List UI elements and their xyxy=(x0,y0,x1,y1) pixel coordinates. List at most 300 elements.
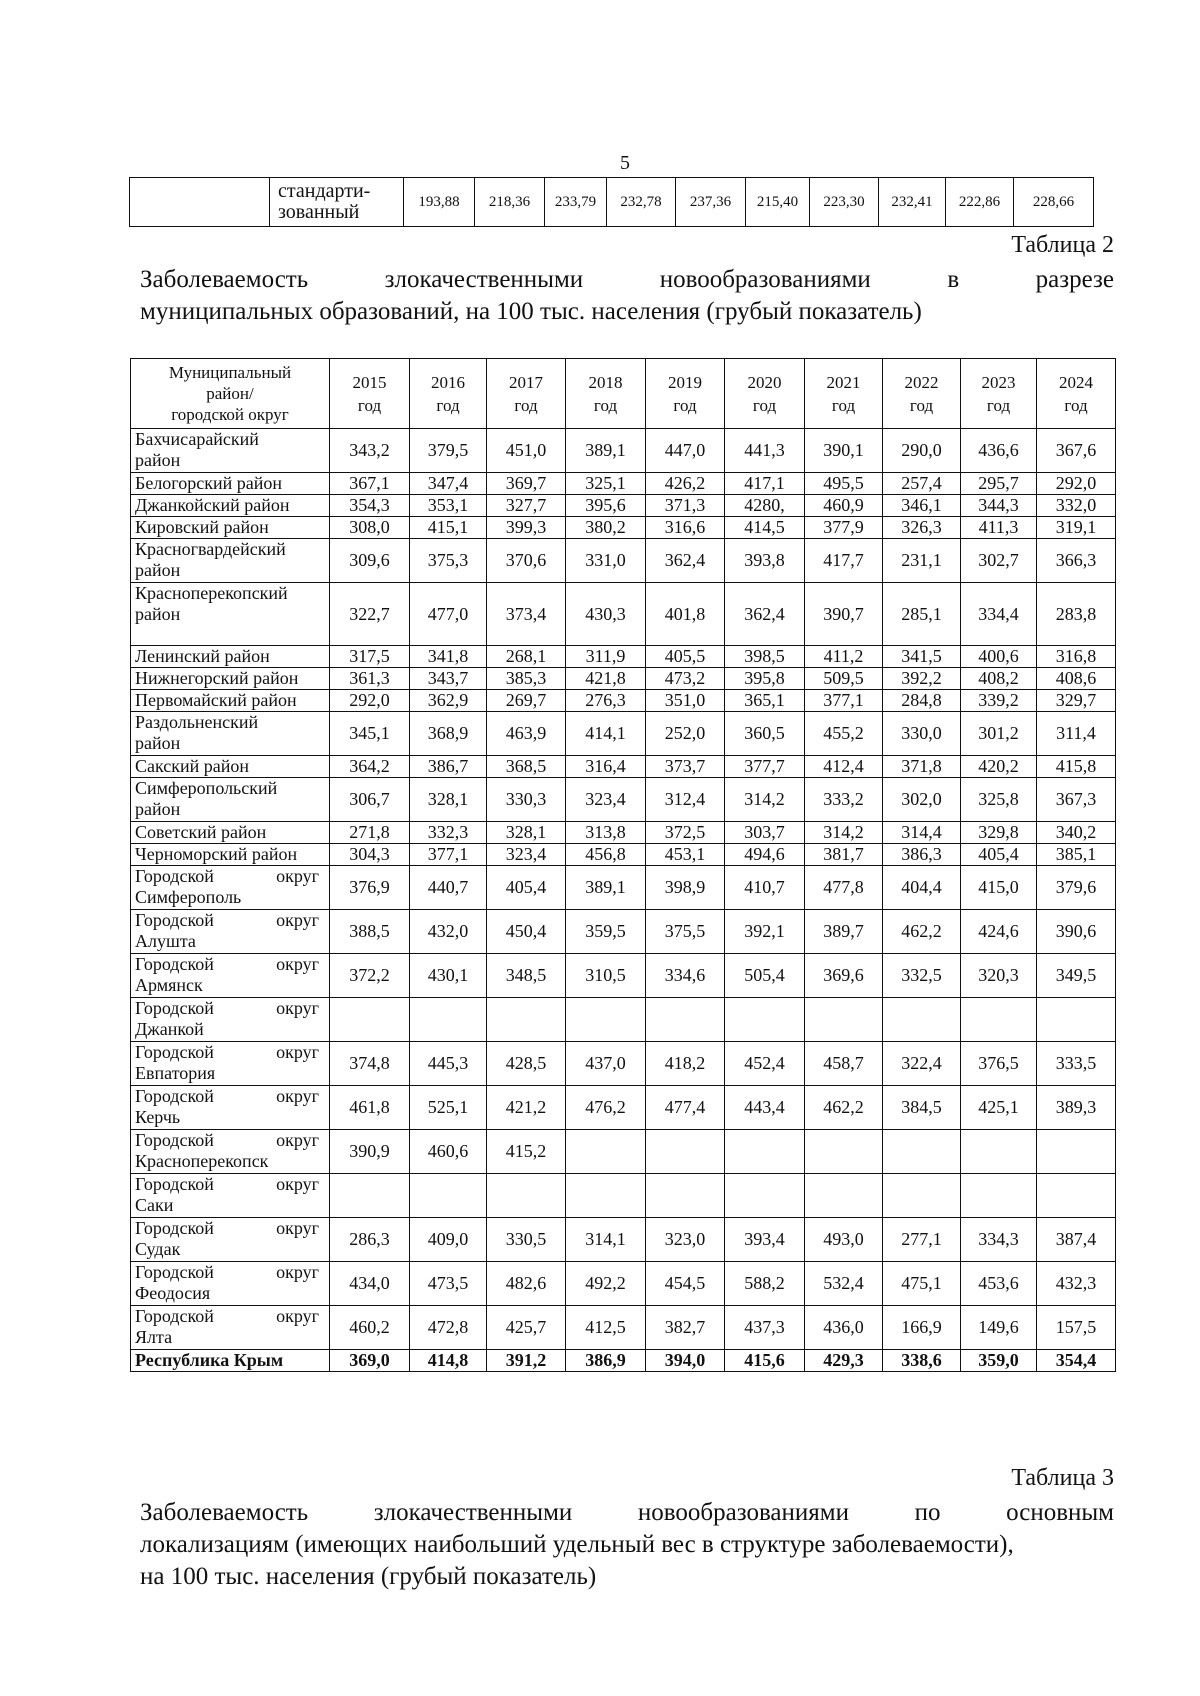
value-cell: 223,30 xyxy=(810,178,879,227)
empty-cell xyxy=(130,178,270,227)
table3-title xyxy=(140,1497,1114,1593)
table-row xyxy=(131,1042,1116,1086)
header-year xyxy=(883,359,961,429)
header-year-value: 2021 xyxy=(826,372,861,392)
header-year-unit: год xyxy=(673,395,697,415)
value-cell: 330,0 xyxy=(883,712,961,756)
header-year-value: 2019 xyxy=(668,372,702,392)
value-cell: 386,3 xyxy=(883,844,961,866)
value-cell: 428,5 xyxy=(487,1042,566,1086)
header-year-value: 2018 xyxy=(588,372,623,392)
value-cell: 295,7 xyxy=(961,473,1037,495)
value-cell: 415,1 xyxy=(410,517,487,539)
header-year xyxy=(961,359,1037,429)
header-year-value: 2022 xyxy=(904,372,939,392)
title-word: разрезе xyxy=(1035,266,1114,293)
incidence-table xyxy=(130,358,1116,1372)
name-line: Симферопольский xyxy=(135,778,278,798)
value-cell: 432,0 xyxy=(410,910,487,954)
value-cell: 389,1 xyxy=(566,866,646,910)
value-cell: 398,5 xyxy=(725,646,805,668)
name-word: Городской xyxy=(135,1042,214,1062)
municipality-name xyxy=(131,1086,330,1130)
value-cell: 302,0 xyxy=(883,778,961,822)
municipality-name xyxy=(131,1306,330,1350)
value-cell: 268,1 xyxy=(487,646,566,668)
value-cell: 257,4 xyxy=(883,473,961,495)
value-cell: 374,8 xyxy=(330,1042,410,1086)
value-cell: 390,9 xyxy=(330,1130,410,1174)
value-cell: 314,2 xyxy=(725,778,805,822)
name-word: округ xyxy=(276,866,319,886)
value-cell: 451,0 xyxy=(487,429,566,473)
header-year-unit: год xyxy=(909,395,934,415)
value-cell: 314,4 xyxy=(883,822,961,844)
value-cell: 409,0 xyxy=(410,1218,487,1262)
value-cell: 334,3 xyxy=(961,1218,1037,1262)
value-cell: 310,5 xyxy=(566,954,646,998)
header-year xyxy=(646,359,725,429)
value-cell: 414,8 xyxy=(410,1350,487,1372)
value-cell: 472,8 xyxy=(410,1306,487,1350)
value-cell: 450,4 xyxy=(487,910,566,954)
municipality-name xyxy=(131,910,330,954)
name-word: Городской xyxy=(135,1306,214,1326)
name-line: район xyxy=(135,560,181,580)
value-cell: 391,2 xyxy=(487,1350,566,1372)
value-cell: 304,3 xyxy=(330,844,410,866)
table-row xyxy=(131,583,1116,646)
value-cell: 367,1 xyxy=(330,473,410,495)
name-line: Ялта xyxy=(135,1327,173,1347)
value-cell: 384,5 xyxy=(883,1086,961,1130)
value-cell: 359,5 xyxy=(566,910,646,954)
row-label-line2: зованный xyxy=(278,201,360,223)
header-year xyxy=(725,359,805,429)
value-cell xyxy=(961,1174,1037,1218)
table-row xyxy=(131,778,1116,822)
value-cell: 371,8 xyxy=(883,756,961,778)
value-cell: 380,2 xyxy=(566,517,646,539)
value-cell xyxy=(725,1174,805,1218)
value-cell: 362,4 xyxy=(646,539,725,583)
value-cell: 400,6 xyxy=(961,646,1037,668)
value-cell: 440,7 xyxy=(410,866,487,910)
table-row xyxy=(131,473,1116,495)
table-row xyxy=(131,539,1116,583)
value-cell: 395,6 xyxy=(566,495,646,517)
value-cell: 401,8 xyxy=(646,583,725,646)
value-cell: 414,5 xyxy=(725,517,805,539)
header-year-unit: год xyxy=(1064,395,1088,415)
value-cell: 421,8 xyxy=(566,668,646,690)
value-cell: 349,5 xyxy=(1037,954,1116,998)
value-cell: 348,5 xyxy=(487,954,566,998)
table-row xyxy=(131,1262,1116,1306)
value-cell: 408,2 xyxy=(961,668,1037,690)
title-line1 xyxy=(140,264,1114,296)
header-year-value: 2015 xyxy=(352,372,387,392)
value-cell: 390,6 xyxy=(1037,910,1116,954)
municipality-name xyxy=(131,646,330,668)
municipality-name xyxy=(131,822,330,844)
value-cell: 399,3 xyxy=(487,517,566,539)
value-cell: 509,5 xyxy=(805,668,883,690)
value-cell: 327,7 xyxy=(487,495,566,517)
header-year-unit: год xyxy=(514,395,538,415)
value-cell: 311,9 xyxy=(566,646,646,668)
value-cell: 430,3 xyxy=(566,583,646,646)
value-cell: 301,2 xyxy=(961,712,1037,756)
value-cell: 475,1 xyxy=(883,1262,961,1306)
value-cell: 390,7 xyxy=(805,583,883,646)
value-cell: 284,8 xyxy=(883,690,961,712)
value-cell: 283,8 xyxy=(1037,583,1116,646)
value-cell: 393,8 xyxy=(725,539,805,583)
value-cell: 392,2 xyxy=(883,668,961,690)
value-cell: 222,86 xyxy=(946,178,1014,227)
header-year-unit: год xyxy=(986,395,1011,415)
value-cell: 372,2 xyxy=(330,954,410,998)
header-year-unit: год xyxy=(593,395,618,415)
value-cell: 376,5 xyxy=(961,1042,1037,1086)
title-word: основным xyxy=(1006,1499,1114,1526)
value-cell: 367,3 xyxy=(1037,778,1116,822)
value-cell: 405,5 xyxy=(646,646,725,668)
name-word: округ xyxy=(276,998,319,1018)
value-cell xyxy=(646,1130,725,1174)
value-cell: 362,4 xyxy=(725,583,805,646)
value-cell: 344,3 xyxy=(961,495,1037,517)
municipality-name xyxy=(131,429,330,473)
name-line: Джанкойский район xyxy=(135,495,290,515)
value-cell: 395,8 xyxy=(725,668,805,690)
value-cell: 461,8 xyxy=(330,1086,410,1130)
municipality-name xyxy=(131,756,330,778)
value-cell: 418,2 xyxy=(646,1042,725,1086)
table-row xyxy=(131,1086,1116,1130)
name-word: округ xyxy=(276,1130,319,1150)
value-cell xyxy=(566,1130,646,1174)
table-row xyxy=(131,756,1116,778)
municipality-name xyxy=(131,495,330,517)
value-cell xyxy=(566,998,646,1042)
table-row xyxy=(131,954,1116,998)
value-cell: 322,7 xyxy=(330,583,410,646)
value-cell: 456,8 xyxy=(566,844,646,866)
value-cell: 332,3 xyxy=(410,822,487,844)
value-cell: 477,0 xyxy=(410,583,487,646)
name-line: Алушта xyxy=(135,931,196,951)
name-word: Городской xyxy=(135,910,214,930)
value-cell: 373,7 xyxy=(646,756,725,778)
header-line: район/ xyxy=(206,384,254,403)
value-cell: 334,6 xyxy=(646,954,725,998)
header-year xyxy=(487,359,566,429)
name-line: Судак xyxy=(135,1239,181,1259)
value-cell: 360,5 xyxy=(725,712,805,756)
value-cell: 330,3 xyxy=(487,778,566,822)
value-cell: 328,1 xyxy=(487,822,566,844)
value-cell: 453,1 xyxy=(646,844,725,866)
value-cell: 453,6 xyxy=(961,1262,1037,1306)
title-line1 xyxy=(140,1497,1114,1529)
value-cell: 331,0 xyxy=(566,539,646,583)
value-cell: 326,3 xyxy=(883,517,961,539)
value-cell: 415,8 xyxy=(1037,756,1116,778)
name-line: Сакский район xyxy=(135,756,250,776)
value-cell: 405,4 xyxy=(487,866,566,910)
name-word: округ xyxy=(276,954,319,974)
value-cell: 382,7 xyxy=(646,1306,725,1350)
name-line: район xyxy=(135,604,181,624)
name-word: Городской xyxy=(135,1174,214,1194)
value-cell: 368,9 xyxy=(410,712,487,756)
value-cell: 494,6 xyxy=(725,844,805,866)
value-cell: 193,88 xyxy=(404,178,475,227)
value-cell: 232,41 xyxy=(879,178,946,227)
value-cell xyxy=(487,998,566,1042)
value-cell: 505,4 xyxy=(725,954,805,998)
title-word: по xyxy=(914,1499,941,1526)
table-row xyxy=(131,712,1116,756)
header-year xyxy=(1037,359,1116,429)
name-line: Черноморский район xyxy=(135,844,298,864)
name-line xyxy=(135,998,329,1019)
municipality-name xyxy=(131,1218,330,1262)
value-cell xyxy=(805,1174,883,1218)
municipality-name xyxy=(131,1350,330,1372)
name-line: Нижнегорский район xyxy=(135,668,299,688)
value-cell: 377,7 xyxy=(725,756,805,778)
name-line: Раздольненский xyxy=(135,712,259,732)
value-cell: 388,5 xyxy=(330,910,410,954)
municipality-name xyxy=(131,1130,330,1174)
value-cell: 379,6 xyxy=(1037,866,1116,910)
value-cell: 389,1 xyxy=(566,429,646,473)
name-line: Керчь xyxy=(135,1107,181,1127)
value-cell: 373,4 xyxy=(487,583,566,646)
name-line: Симферополь xyxy=(135,887,242,907)
value-cell: 215,40 xyxy=(746,178,810,227)
value-cell: 343,7 xyxy=(410,668,487,690)
value-cell: 412,5 xyxy=(566,1306,646,1350)
table-row xyxy=(131,844,1116,866)
value-cell xyxy=(330,1174,410,1218)
table-row xyxy=(131,822,1116,844)
value-cell: 411,3 xyxy=(961,517,1037,539)
value-cell: 398,9 xyxy=(646,866,725,910)
municipality-name xyxy=(131,778,330,822)
value-cell: 218,36 xyxy=(475,178,545,227)
header-year-value: 2023 xyxy=(981,372,1016,392)
municipality-name xyxy=(131,583,330,646)
value-cell: 394,0 xyxy=(646,1350,725,1372)
value-cell: 460,9 xyxy=(805,495,883,517)
value-cell: 473,2 xyxy=(646,668,725,690)
table-row xyxy=(131,668,1116,690)
value-cell: 389,3 xyxy=(1037,1086,1116,1130)
value-cell: 232,78 xyxy=(607,178,676,227)
value-cell: 424,6 xyxy=(961,910,1037,954)
table3-caption: Таблица 3 xyxy=(1011,1465,1114,1491)
value-cell: 323,0 xyxy=(646,1218,725,1262)
value-cell: 343,2 xyxy=(330,429,410,473)
value-cell: 415,2 xyxy=(487,1130,566,1174)
value-cell: 369,0 xyxy=(330,1350,410,1372)
table-row xyxy=(131,690,1116,712)
name-line xyxy=(135,1174,329,1195)
value-cell: 332,5 xyxy=(883,954,961,998)
municipality-name xyxy=(131,998,330,1042)
value-cell xyxy=(1037,1174,1116,1218)
value-cell: 525,1 xyxy=(410,1086,487,1130)
title-word: злокачественными xyxy=(373,1499,573,1526)
value-cell: 366,3 xyxy=(1037,539,1116,583)
title-line2: локализациям (имеющих наибольший удельный вес в структуре заболеваемости), xyxy=(140,1531,1014,1558)
municipality-name xyxy=(131,539,330,583)
value-cell: 328,1 xyxy=(410,778,487,822)
value-cell: 368,5 xyxy=(487,756,566,778)
value-cell xyxy=(1037,1130,1116,1174)
value-cell xyxy=(330,998,410,1042)
value-cell: 387,4 xyxy=(1037,1218,1116,1262)
value-cell: 314,1 xyxy=(566,1218,646,1262)
name-word: округ xyxy=(276,1174,319,1194)
value-cell: 292,0 xyxy=(1037,473,1116,495)
value-cell: 309,6 xyxy=(330,539,410,583)
value-cell: 341,5 xyxy=(883,646,961,668)
value-cell: 452,4 xyxy=(725,1042,805,1086)
value-cell: 436,0 xyxy=(805,1306,883,1350)
value-cell xyxy=(1037,998,1116,1042)
name-line: район xyxy=(135,733,181,753)
name-line: Кировский район xyxy=(135,517,269,537)
municipality-name xyxy=(131,473,330,495)
value-cell: 362,9 xyxy=(410,690,487,712)
value-cell: 414,1 xyxy=(566,712,646,756)
value-cell: 434,0 xyxy=(330,1262,410,1306)
name-line: район xyxy=(135,450,181,470)
table-row xyxy=(131,910,1116,954)
value-cell: 386,9 xyxy=(566,1350,646,1372)
value-cell: 437,0 xyxy=(566,1042,646,1086)
value-cell: 425,1 xyxy=(961,1086,1037,1130)
value-cell: 477,8 xyxy=(805,866,883,910)
value-cell: 476,2 xyxy=(566,1086,646,1130)
value-cell: 341,8 xyxy=(410,646,487,668)
name-line xyxy=(135,1042,329,1063)
value-cell: 269,7 xyxy=(487,690,566,712)
value-cell: 443,4 xyxy=(725,1086,805,1130)
value-cell: 231,1 xyxy=(883,539,961,583)
municipality-name xyxy=(131,690,330,712)
name-word: округ xyxy=(276,1306,319,1326)
value-cell: 286,3 xyxy=(330,1218,410,1262)
name-line xyxy=(135,866,329,887)
name-line xyxy=(135,1262,329,1283)
title-line3: на 100 тыс. населения (грубый показатель) xyxy=(140,1563,597,1590)
value-cell: 329,7 xyxy=(1037,690,1116,712)
value-cell: 367,6 xyxy=(1037,429,1116,473)
value-cell xyxy=(805,1130,883,1174)
value-cell: 306,7 xyxy=(330,778,410,822)
name-word: Городской xyxy=(135,1218,214,1238)
name-word: округ xyxy=(276,1218,319,1238)
value-cell: 319,1 xyxy=(1037,517,1116,539)
value-cell: 276,3 xyxy=(566,690,646,712)
value-cell: 166,9 xyxy=(883,1306,961,1350)
value-cell: 460,6 xyxy=(410,1130,487,1174)
title-word: Заболеваемость xyxy=(140,266,309,293)
title-word: новообразованиями xyxy=(637,1499,849,1526)
value-cell: 389,7 xyxy=(805,910,883,954)
name-line: район xyxy=(135,799,181,819)
value-cell: 385,1 xyxy=(1037,844,1116,866)
value-cell: 393,4 xyxy=(725,1218,805,1262)
value-cell: 354,4 xyxy=(1037,1350,1116,1372)
value-cell xyxy=(566,1174,646,1218)
value-cell: 417,1 xyxy=(725,473,805,495)
municipality-name xyxy=(131,517,330,539)
value-cell: 149,6 xyxy=(961,1306,1037,1350)
name-line: Армянск xyxy=(135,975,203,995)
header-year xyxy=(410,359,487,429)
value-cell: 376,9 xyxy=(330,866,410,910)
name-word: округ xyxy=(276,910,319,930)
value-cell xyxy=(725,1130,805,1174)
value-cell: 237,36 xyxy=(676,178,746,227)
name-word: Городской xyxy=(135,954,214,974)
value-cell: 312,4 xyxy=(646,778,725,822)
value-cell: 369,6 xyxy=(805,954,883,998)
table-row xyxy=(131,1306,1116,1350)
value-cell xyxy=(961,1130,1037,1174)
value-cell: 426,2 xyxy=(646,473,725,495)
value-cell: 322,4 xyxy=(883,1042,961,1086)
value-cell: 417,7 xyxy=(805,539,883,583)
value-cell: 320,3 xyxy=(961,954,1037,998)
value-cell xyxy=(410,1174,487,1218)
name-line: Красноперекопский xyxy=(135,583,288,603)
name-word: округ xyxy=(276,1262,319,1282)
value-cell: 375,5 xyxy=(646,910,725,954)
value-cell: 404,4 xyxy=(883,866,961,910)
header-year-value: 2020 xyxy=(747,372,782,392)
value-cell: 323,4 xyxy=(566,778,646,822)
value-cell: 405,4 xyxy=(961,844,1037,866)
top-table-fragment xyxy=(129,177,1094,227)
value-cell xyxy=(961,998,1037,1042)
value-cell: 386,7 xyxy=(410,756,487,778)
value-cell: 359,0 xyxy=(961,1350,1037,1372)
header-municipality xyxy=(131,359,330,429)
value-cell: 365,1 xyxy=(725,690,805,712)
value-cell: 157,5 xyxy=(1037,1306,1116,1350)
value-cell: 228,66 xyxy=(1014,178,1094,227)
value-cell: 415,0 xyxy=(961,866,1037,910)
value-cell: 302,7 xyxy=(961,539,1037,583)
table2-title xyxy=(140,264,1114,328)
value-cell: 271,8 xyxy=(330,822,410,844)
value-cell: 340,2 xyxy=(1037,822,1116,844)
value-cell: 351,0 xyxy=(646,690,725,712)
table-row xyxy=(131,646,1116,668)
value-cell: 377,1 xyxy=(805,690,883,712)
value-cell: 447,0 xyxy=(646,429,725,473)
value-cell: 421,2 xyxy=(487,1086,566,1130)
value-cell: 308,0 xyxy=(330,517,410,539)
